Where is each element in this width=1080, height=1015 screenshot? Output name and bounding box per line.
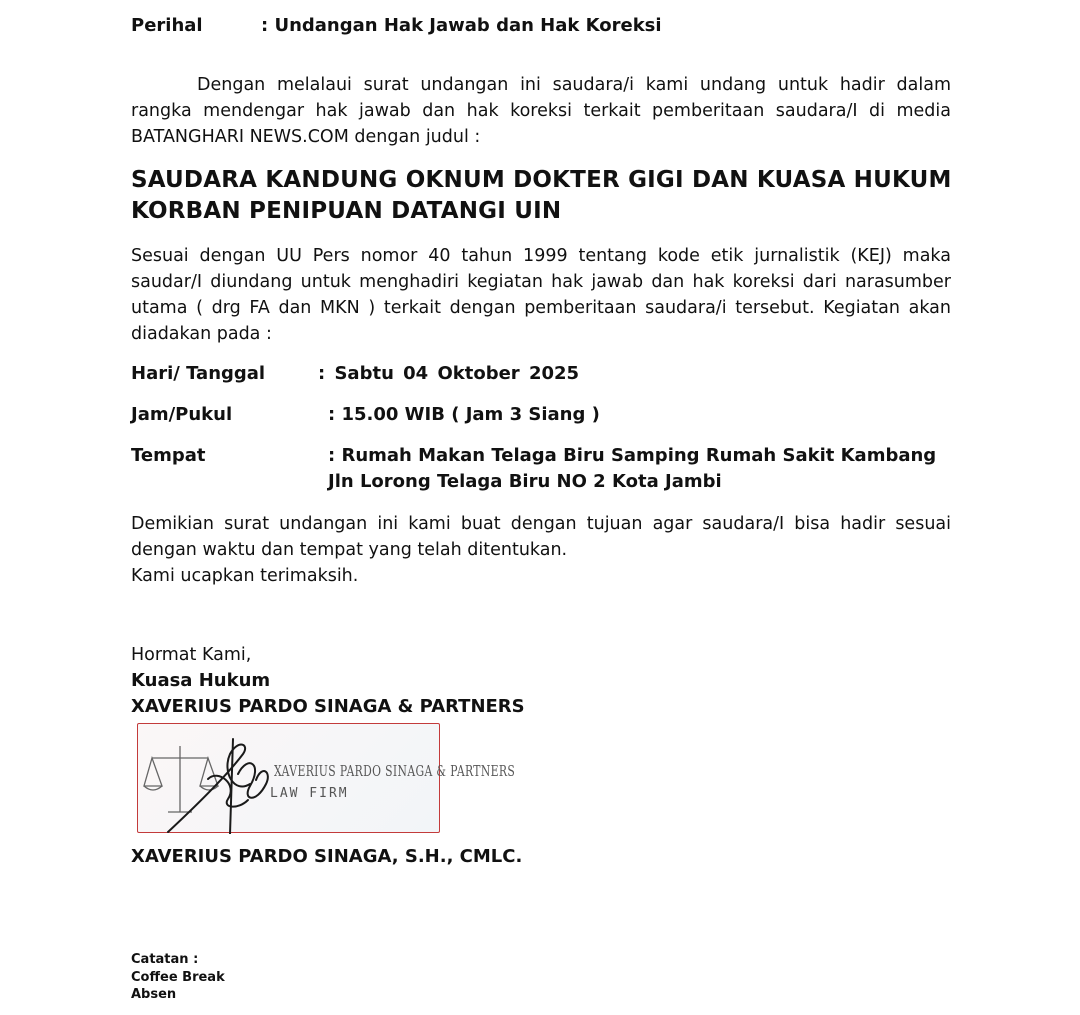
stamp-law-firm-text: LAW FIRM <box>270 786 349 801</box>
closing-paragraph <box>131 511 951 589</box>
thanks-text: Kami ucapkan terimaksih. <box>131 566 359 586</box>
notes-title: Catatan : <box>131 952 199 967</box>
subject-value: : Undangan Hak Jawab dan Hak Koreksi <box>261 15 662 36</box>
headline-line-2: KORBAN PENIPUAN DATANGI UIN <box>131 198 562 224</box>
time-label: Jam/Pukul <box>131 404 233 425</box>
intro-paragraph: Dengan melalaui surat undangan ini saudara/i kami undang untuk hadir dalam rangka mendengar hak jawab dan hak koreksi terkait pemberitaan saudara/I di media BATANGHARI NEWS.COM dengan judul : <box>131 75 951 147</box>
closing-paragraph-text: Demikian surat undangan ini kami buat dengan tujuan agar saudara/I bisa hadir sesuai dengan waktu dan tempat yang telah ditentukan. <box>131 514 951 560</box>
law-firm-stamp <box>137 723 516 833</box>
subject-label: Perihal <box>131 15 203 36</box>
signatory-name: XAVERIUS PARDO SINAGA, S.H., CMLC. <box>131 846 523 867</box>
note-item: Absen <box>131 987 177 1002</box>
place-value-line-1: : Rumah Makan Telaga Biru Samping Rumah Sakit Kambang <box>328 445 937 466</box>
place-label: Tempat <box>131 445 206 466</box>
headline-line-1: SAUDARA KANDUNG OKNUM DOKTER GIGI DAN KUASA HUKUM <box>131 167 952 193</box>
article-headline <box>131 165 961 227</box>
note-item: Coffee Break <box>131 970 225 985</box>
greeting: Hormat Kami, <box>131 645 252 665</box>
place-value-line-2: Jln Lorong Telaga Biru NO 2 Kota Jambi <box>328 471 722 492</box>
firm-name: XAVERIUS PARDO SINAGA & PARTNERS <box>131 696 525 717</box>
stamp-firm-text: XAVERIUS PARDO SINAGA & PARTNERS <box>274 762 516 780</box>
time-value: : 15.00 WIB ( Jam 3 Siang ) <box>328 404 600 425</box>
role-title: Kuasa Hukum <box>131 670 271 691</box>
day-value: : Sabtu 04 Oktober 2025 <box>318 363 580 384</box>
body-paragraph: Sesuai dengan UU Pers nomor 40 tahun 1999 tentang kode etik jurnalistik (KEJ) maka saudar/I diundang untuk menghadiri kegiatan hak jawab dan hak koreksi dari narasumber utama ( drg FA dan MKN ) terkait dengan pemberitaan saudara/i tersebut. Kegiatan akan diadakan pada : <box>131 246 951 344</box>
day-label: Hari/ Tanggal <box>131 363 266 384</box>
